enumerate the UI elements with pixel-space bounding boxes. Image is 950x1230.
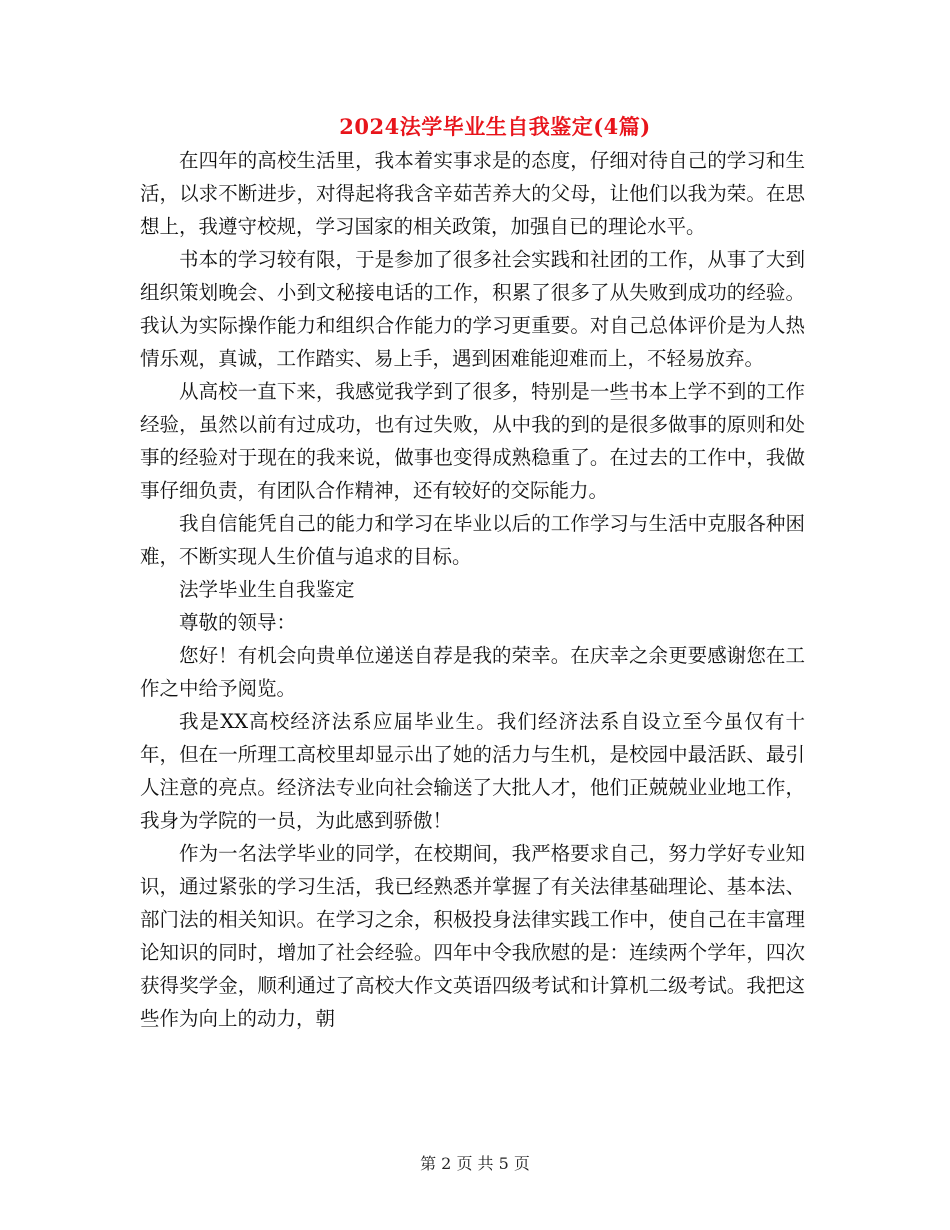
- section-heading: 法学毕业生自我鉴定: [179, 578, 355, 601]
- document-body: [140, 144, 805, 1035]
- paragraph-greeting: 您好！有机会向贵单位递送自荐是我的荣幸。在庆幸之余更要感谢您在工作之中给予阅览。: [140, 644, 805, 700]
- page-footer: 第 2 页 共 5 页: [420, 1154, 530, 1173]
- salutation: 尊敬的领导：: [179, 611, 297, 634]
- paragraph-2: 书本的学习较有限，于是参加了很多社会实践和社团的工作，从事了大到组织策划晚会、小到文秘接电话的工作，积累了很多了从失败到成功的经验。我认为实际操作能力和组织合作能力的学习更重要。对自己总体评价是为人热情乐观，真诚，工作踏实、易上手，遇到困难能迎难而上，不轻易放弃。: [140, 248, 805, 370]
- document-title: 2024法学毕业生自我鉴定(4篇): [339, 114, 651, 139]
- paragraph-3: 从高校一直下来，我感觉我学到了很多，特别是一些书本上学不到的工作经验，虽然以前有过成功，也有过失败，从中我的到的是很多做事的原则和处事的经验对于现在的我来说，做事也变得成熟稳重了。在过去的工作中，我做事仔细负责，有团队合作精神，还有较好的交际能力。: [140, 380, 805, 502]
- paragraph-introduction: 我是XX高校经济法系应届毕业生。我们经济法系自设立至今虽仅有十年，但在一所理工高校里却显示出了她的活力与生机，是校园中最活跃、最引人注意的亮点。经济法专业向社会输送了大批人才，他们正兢兢业业地工作，我身为学院的一员，为此感到骄傲！: [140, 710, 805, 832]
- paragraph-1: 在四年的高校生活里，我本着实事求是的态度，仔细对待自己的学习和生活，以求不断进步，对得起将我含辛茹苦养大的父母，让他们以我为荣。在思想上，我遵守校规，学习国家的相关政策，加强自已的理论水平。: [140, 149, 805, 238]
- paragraph-achievements: 作为一名法学毕业的同学，在校期间，我严格要求自己，努力学好专业知识，通过紧张的学习生活，我已经熟悉并掌握了有关法律基础理论、基本法、部门法的相关知识。在学习之余，积极投身法律实践工作中，使自己在丰富理论知识的同时，增加了社会经验。四年中令我欣慰的是：连续两个学年，四次获得奖学金，顺利通过了高校大作文英语四级考试和计算机二级考试。我把这些作为向上的动力，朝: [140, 842, 805, 1030]
- paragraph-4: 我自信能凭自己的能力和学习在毕业以后的工作学习与生活中克服各种困难，不断实现人生价值与追求的目标。: [140, 512, 805, 568]
